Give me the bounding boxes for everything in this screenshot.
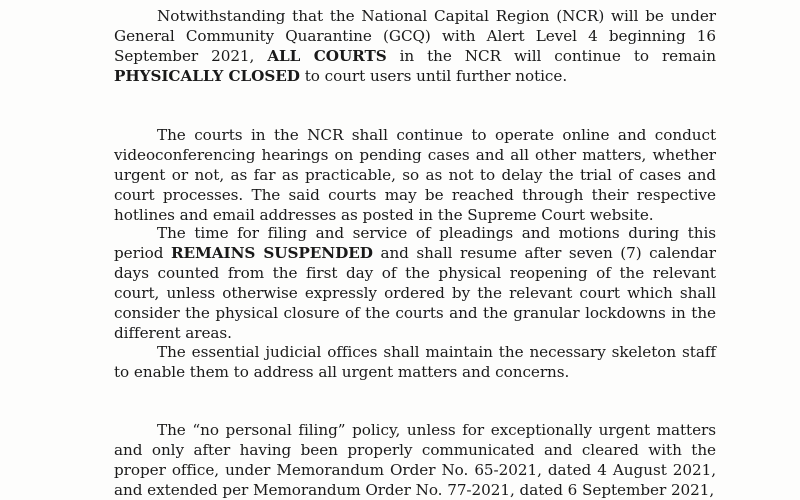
p1-bold-physically-closed: PHYSICALLY CLOSED	[114, 67, 300, 86]
p3-bold-remains-suspended: REMAINS SUSPENDED	[170, 244, 373, 263]
p3-text-2: and shall resume after seven (7) calendar days counted from the first day of the physical reopening of the relevant court, unless otherwise expressly ordered by the relevant court which shall consider the physical closure of the courts and the granular lockdowns in the different areas.	[114, 244, 716, 343]
p3-text-1: The time for filing and service of pleadings and motions during this period	[114, 224, 716, 263]
p1-text-3: to court users until further notice.	[299, 67, 568, 86]
paragraph-skeleton-staff: The essential judicial offices shall maintain the necessary skeleton staff to enable them to address all urgent matters and concerns.	[114, 343, 716, 382]
paragraph-filing-suspended	[114, 223, 716, 344]
paragraph-online-operations: The courts in the NCR shall continue to operate online and conduct videoconferencing hearings on pending cases and all other matters, whether urgent or not, as far as practicable, so as not to delay the trial of cases and court processes. The said courts may be reached through their respective hotlines and email addresses as posted in the Supreme Court website.	[114, 126, 716, 225]
paragraph-ncr-gcq-closure	[114, 6, 716, 86]
p1-text-2: in the NCR will continue to remain	[386, 47, 716, 66]
p1-bold-all-courts: ALL COURTS	[267, 47, 387, 66]
p1-text-1: Notwithstanding that the National Capital Region (NCR) will be under General Community Quarantine (GCQ) with Alert Level 4 beginning 16 September 2021,	[114, 7, 716, 66]
paragraph-no-personal-filing: The “no personal filing” policy, unless for exceptionally urgent matters and only after having been properly communicated and cleared with the proper office, under Memorandum Order No. 65-2021, dated 4 August 2021, and extended per Memorandum Order No. 77-2021, dated 6 September 2021,	[114, 421, 716, 500]
